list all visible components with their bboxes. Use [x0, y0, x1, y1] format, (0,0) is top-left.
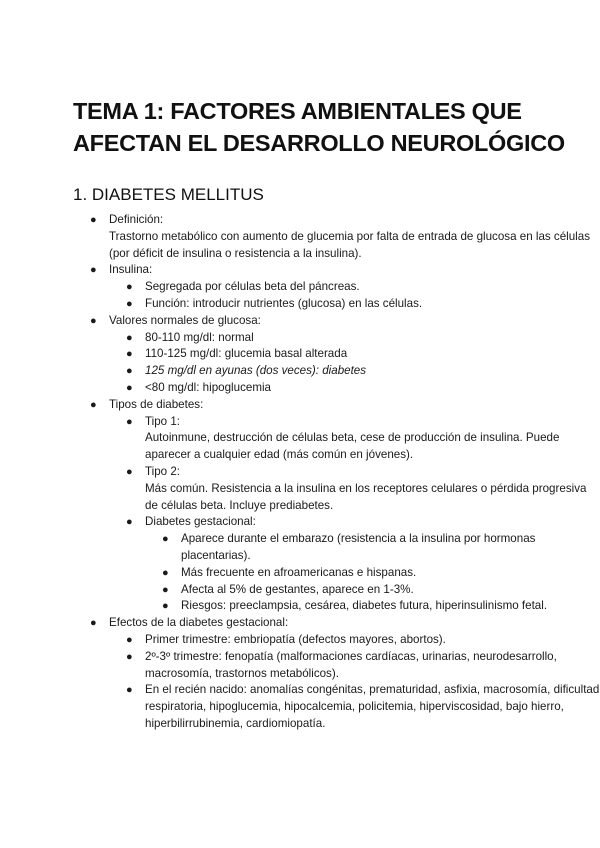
- bullet-icon: ●: [126, 684, 133, 697]
- sub-item-gestacional: [0, 514, 600, 531]
- sub-sub-item-text: Aparece durante el embarazo (resistencia a la insulina por hormonas placentarias).: [181, 532, 536, 562]
- bullet-icon: ●: [126, 297, 133, 310]
- sub-item: [0, 279, 600, 296]
- item-label: Definición:: [109, 213, 164, 226]
- sub-item: [0, 682, 600, 732]
- sub-item-text: 80-110 mg/dl: normal: [145, 330, 254, 344]
- sub-item-text: Autoinmune, destrucción de células beta, cese de producción de insulina. Puede aparecer a cualquier edad (más común en jóvenes).: [145, 431, 560, 462]
- section-heading: 1. DIABETES MELLITUS: [73, 185, 264, 204]
- bullet-icon: ●: [126, 465, 133, 478]
- sub-item: [0, 296, 600, 313]
- bullet-list: [0, 212, 600, 733]
- sub-sub-item-text: Riesgos: preeclampsia, cesárea, diabetes futura, hiperinsulinismo fetal.: [181, 599, 548, 613]
- sub-item-text: En el recién nacido: anomalías congénitas, prematuridad, asfixia, macrosomía, dificultad respiratoria, hipoglucemia, hipocalcemia, policitemia, hiperviscosidad, bajo hierro, hiperbilirrubinemia, cardiomiopatía.: [145, 683, 600, 730]
- list-item-efectos: [0, 615, 600, 632]
- sub-sub-item: [0, 598, 600, 615]
- sub-item-text: Más común. Resistencia a la insulina en los receptores celulares o pérdida progresiva de células beta. Incluye prediabetes.: [145, 481, 587, 512]
- bullet-icon: ●: [162, 600, 169, 613]
- bullet-icon: ●: [162, 566, 169, 579]
- item-label: Efectos de la diabetes gestacional:: [109, 616, 289, 630]
- sub-sub-item: [0, 565, 600, 582]
- sub-item-label: Diabetes gestacional:: [145, 515, 256, 529]
- sub-item-text: 125 mg/dl en ayunas (dos veces): diabetes: [145, 364, 367, 378]
- bullet-icon: ●: [90, 214, 97, 226]
- bullet-icon: ●: [126, 281, 133, 294]
- bullet-icon: ●: [90, 617, 97, 630]
- sub-item-text: Primer trimestre: embriopatía (defectos mayores, abortos).: [145, 632, 446, 646]
- bullet-icon: ●: [126, 348, 133, 361]
- sub-sub-item-text: Afecta al 5% de gestantes, aparece en 1-3%.: [181, 582, 414, 596]
- list-item-insulina: [0, 262, 600, 279]
- sub-item-text: 2º-3º trimestre: fenopatía (malformaciones cardíacas, urinarias, neurodesarrollo, macrosomía, trastornos metabólicos).: [145, 649, 557, 680]
- bullet-icon: ●: [126, 650, 133, 663]
- sub-item-text: <80 mg/dl: hipoglucemia: [145, 380, 271, 394]
- list-item-definicion: [0, 212, 600, 262]
- sub-item-text: 110-125 mg/dl: glucemia basal alterada: [145, 347, 348, 361]
- item-label: Valores normales de glucosa:: [109, 313, 261, 327]
- bullet-icon: ●: [126, 365, 133, 378]
- sub-sub-item: [0, 582, 600, 599]
- sub-sub-item-text: Más frecuente en afroamericanas e hispanas.: [181, 565, 417, 579]
- item-label: Tipos de diabetes:: [109, 397, 204, 411]
- sub-item: [0, 380, 600, 397]
- list-item-tipos: [0, 397, 600, 414]
- bullet-icon: ●: [126, 381, 133, 394]
- sub-item: [0, 363, 600, 380]
- item-label: Insulina:: [109, 263, 153, 277]
- sub-item-text: Función: introducir nutrientes (glucosa) en las células.: [145, 296, 423, 310]
- bullet-icon: ●: [126, 415, 133, 428]
- bullet-icon: ●: [162, 583, 169, 596]
- bullet-icon: ●: [126, 331, 133, 344]
- bullet-icon: ●: [162, 533, 169, 546]
- sub-item: [0, 632, 600, 649]
- sub-item: [0, 330, 600, 347]
- sub-item: [0, 346, 600, 363]
- sub-item: [0, 649, 600, 683]
- sub-item-text: Segregada por células beta del páncreas.: [145, 280, 360, 294]
- bullet-icon: ●: [90, 314, 97, 327]
- document-title: TEMA 1: FACTORES AMBIENTALES QUE AFECTAN EL DESARROLLO NEUROLÓGICO: [73, 98, 565, 156]
- bullet-icon: ●: [90, 264, 97, 277]
- bullet-icon: ●: [126, 633, 133, 646]
- list-item-valores: [0, 313, 600, 330]
- bullet-icon: ●: [126, 516, 133, 529]
- sub-sub-item: [0, 531, 600, 565]
- sub-item-label: Tipo 1:: [145, 414, 181, 428]
- sub-item-tipo2: [0, 464, 600, 514]
- sub-item-tipo1: [0, 414, 600, 464]
- item-text: Trastorno metabólico con aumento de glucemia por falta de entrada de glucosa en las células (por déficit de insulina o resistencia a la insulina).: [109, 229, 590, 260]
- bullet-icon: ●: [90, 398, 97, 411]
- sub-item-label: Tipo 2:: [145, 464, 181, 478]
